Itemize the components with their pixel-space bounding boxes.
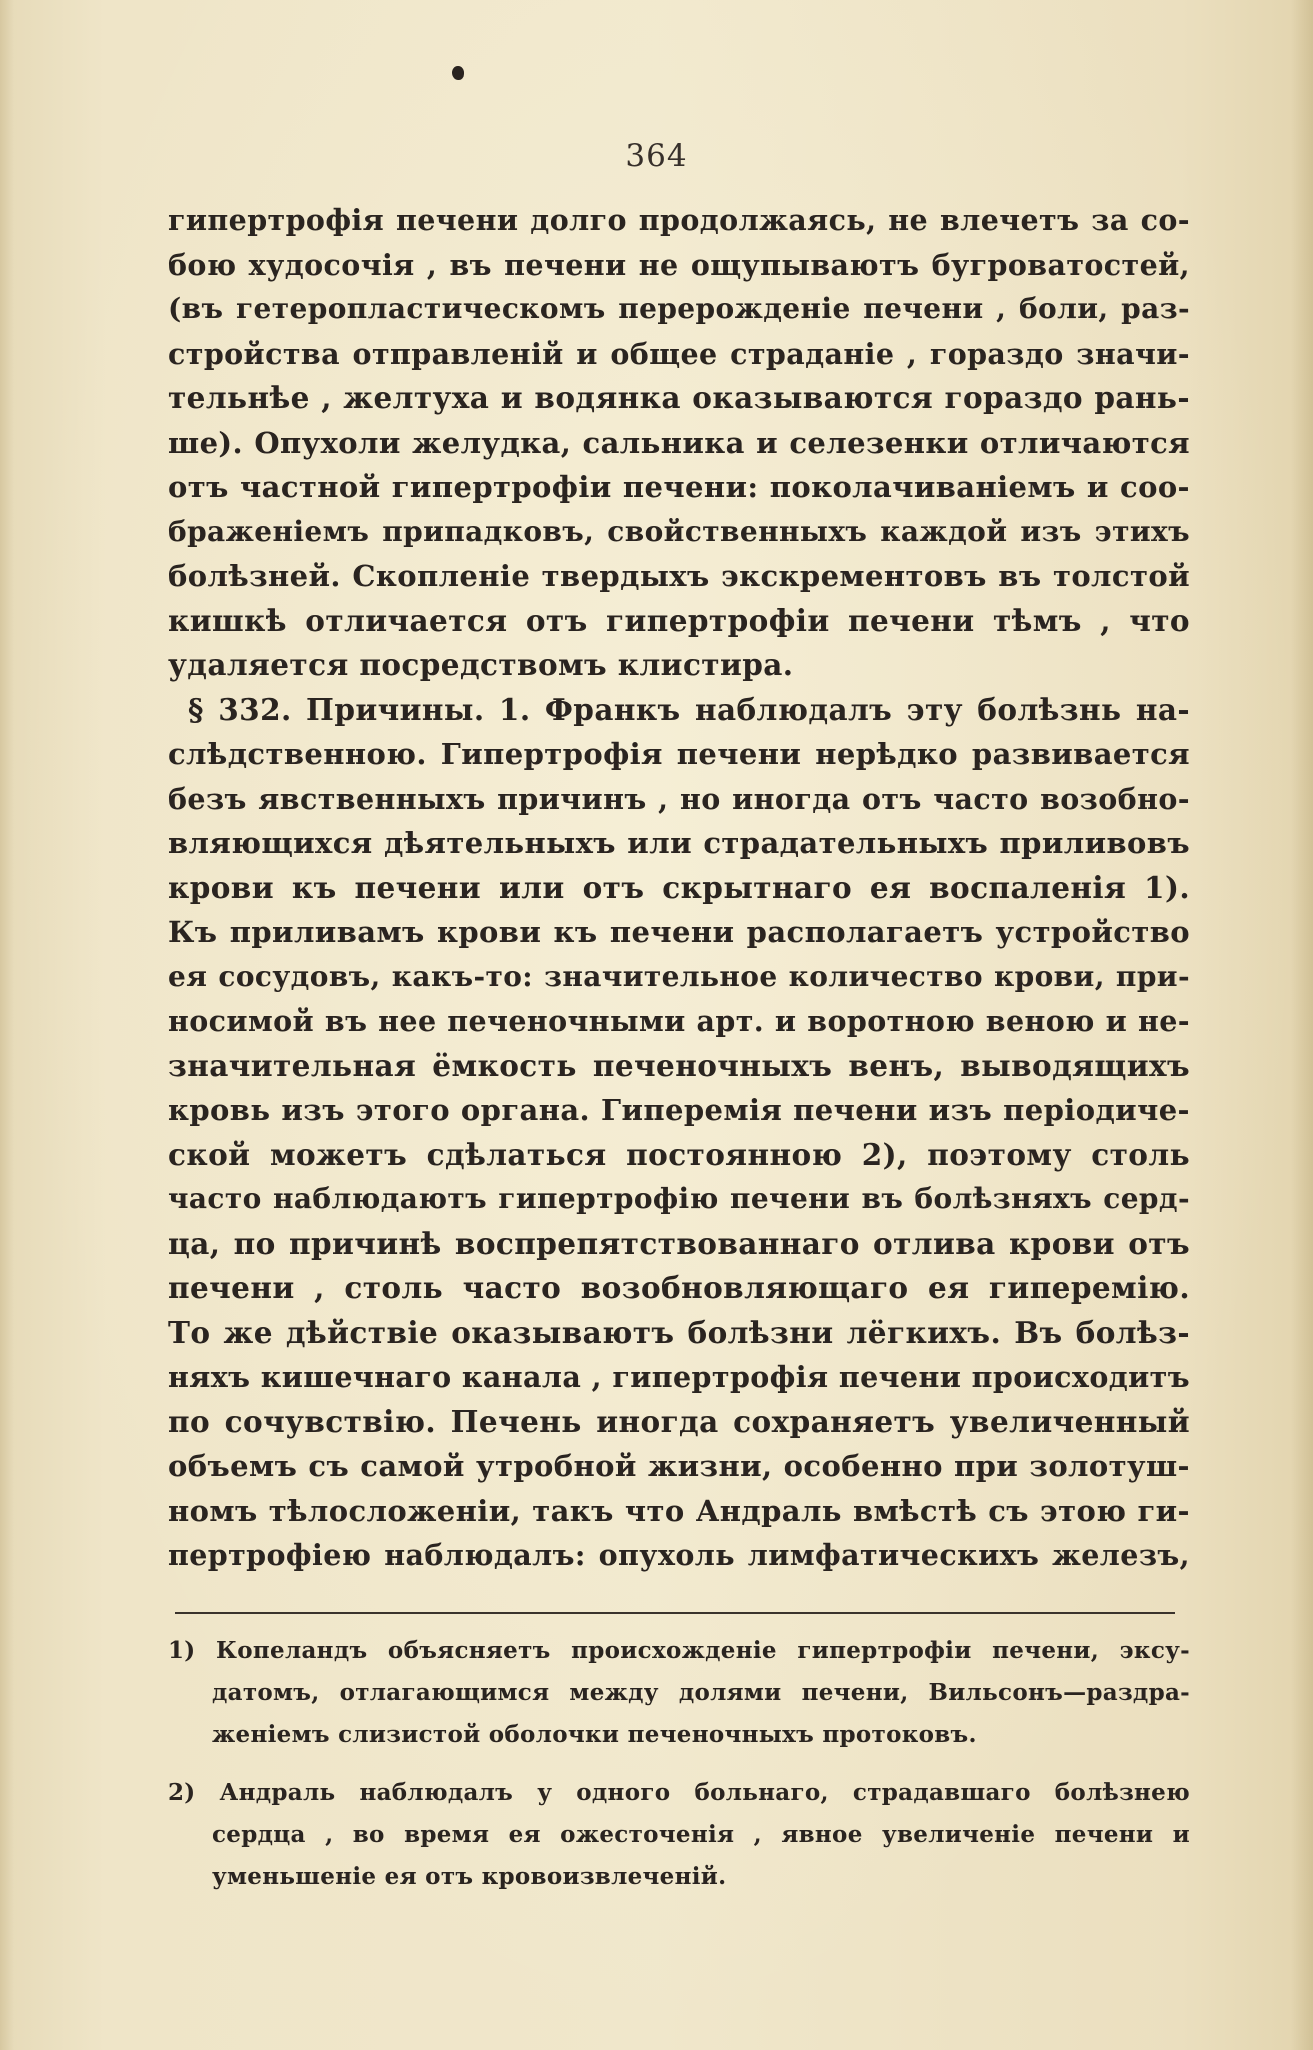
text-line: отъ частной гипертрофіи печени: поколачиваніемъ и соо- <box>168 470 1190 504</box>
main-text <box>168 198 1190 1578</box>
text-line: тельнѣе , желтуха и водянка оказываются гораздо рань- <box>168 380 1190 415</box>
text-line: пертрофіею наблюдалъ: опухоль лимфатическихъ железъ, <box>168 1538 1190 1572</box>
page-edge-shadow-left <box>0 0 14 2050</box>
text-line: ца, по причинѣ воспрепятствованнаго отлива крови отъ <box>168 1225 1190 1261</box>
text-line: То же дѣйствіе оказываютъ болѣзни лёгкихъ. Въ болѣз- <box>168 1314 1190 1350</box>
text-line: ской можетъ сдѣлаться постоянною 2), поэтому столь <box>168 1136 1190 1172</box>
footnote-line: уменьшеніе ея отъ кровоизвлеченій. <box>212 1863 727 1890</box>
text-line: крови къ печени или отъ скрытнаго ея воспаленія 1). <box>168 869 1190 905</box>
text-line: бою худосочія , въ печени не ощупываютъ бугроватостей, <box>168 247 1190 282</box>
text-line: печени , столь часто возобновляющаго ея гиперемію. <box>168 1270 1190 1305</box>
text-line: браженіемъ припадковъ, свойственныхъ каждой изъ этихъ <box>168 514 1190 548</box>
text-line: слѣдственною. Гипертрофія печени нерѣдко развивается <box>168 737 1190 771</box>
footnote-divider <box>175 1612 1175 1614</box>
text-line: носимой въ нее печеночными арт. и воротною веною и не- <box>168 1004 1190 1038</box>
section-heading-line: § 332. Причины. 1. Франкъ наблюдалъ эту болѣзнь на- <box>188 691 1190 727</box>
text-line: значительная ёмкость печеночныхъ венъ, выводящихъ <box>168 1047 1190 1083</box>
footnotes <box>168 1630 1190 1898</box>
text-line: няхъ кишечнаго канала , гипертрофія печени происходитъ <box>168 1360 1190 1394</box>
text-line: кишкѣ отличается отъ гипертрофіи печени тѣмъ , что <box>168 602 1190 638</box>
text-line: кровь изъ этого органа. Гиперемія печени изъ періодиче- <box>168 1093 1190 1127</box>
text-line: гипертрофія печени долго продолжаясь, не влечетъ за со- <box>168 203 1190 237</box>
text-line: безъ явственныхъ причинъ , но иногда отъ часто возобно- <box>168 781 1190 816</box>
ink-blot <box>452 66 464 80</box>
text-line: ея сосудовъ, какъ-то: значительное количество крови, при- <box>168 959 1190 993</box>
text-line: болѣзней. Скопленіе твердыхъ экскрементовъ въ толстой <box>168 559 1190 593</box>
text-line: часто наблюдаютъ гипертрофію печени въ болѣзняхъ серд- <box>168 1182 1190 1215</box>
text-line: ше). Опухоли желудка, сальника и селезенки отличаются <box>168 425 1190 460</box>
text-line: объемъ съ самой утробной жизни, особенно при золотуш- <box>168 1449 1190 1483</box>
page-number: 364 <box>625 138 688 174</box>
footnote-line: датомъ, отлагающимся между долями печени, Вильсонъ—раздра- <box>212 1679 1190 1706</box>
text-line: стройства отправленій и общее страданіе , гораздо значи- <box>168 336 1190 371</box>
page-edge-shadow-right <box>1291 0 1313 2050</box>
text-line: вляющихся дѣятельныхъ или страдательныхъ приливовъ <box>168 826 1190 860</box>
footnote-line: сердца , во время ея ожесточенія , явное увеличеніе печени и <box>212 1821 1190 1848</box>
footnote-line: 1) Копеландъ объясняетъ происхожденіе гипертрофіи печени, эксу- <box>168 1637 1190 1664</box>
footnote-line: женіемъ слизистой оболочки печеночныхъ протоковъ. <box>212 1721 977 1748</box>
text-line: Къ приливамъ крови къ печени располагаетъ устройство <box>168 915 1190 949</box>
footnote-line: 2) Андраль наблюдалъ у одного больнаго, страдавшаго болѣзнею <box>168 1779 1190 1806</box>
text-line: номъ тѣлосложеніи, такъ что Андраль вмѣстѣ съ этою ги- <box>168 1493 1190 1528</box>
text-line: удаляется посредствомъ клистира. <box>168 647 794 682</box>
text-line: по сочувствію. Печень иногда сохраняетъ увеличенный <box>168 1403 1190 1439</box>
text-line: (въ гетеропластическомъ перерожденіе печени , боли, раз- <box>168 292 1190 325</box>
